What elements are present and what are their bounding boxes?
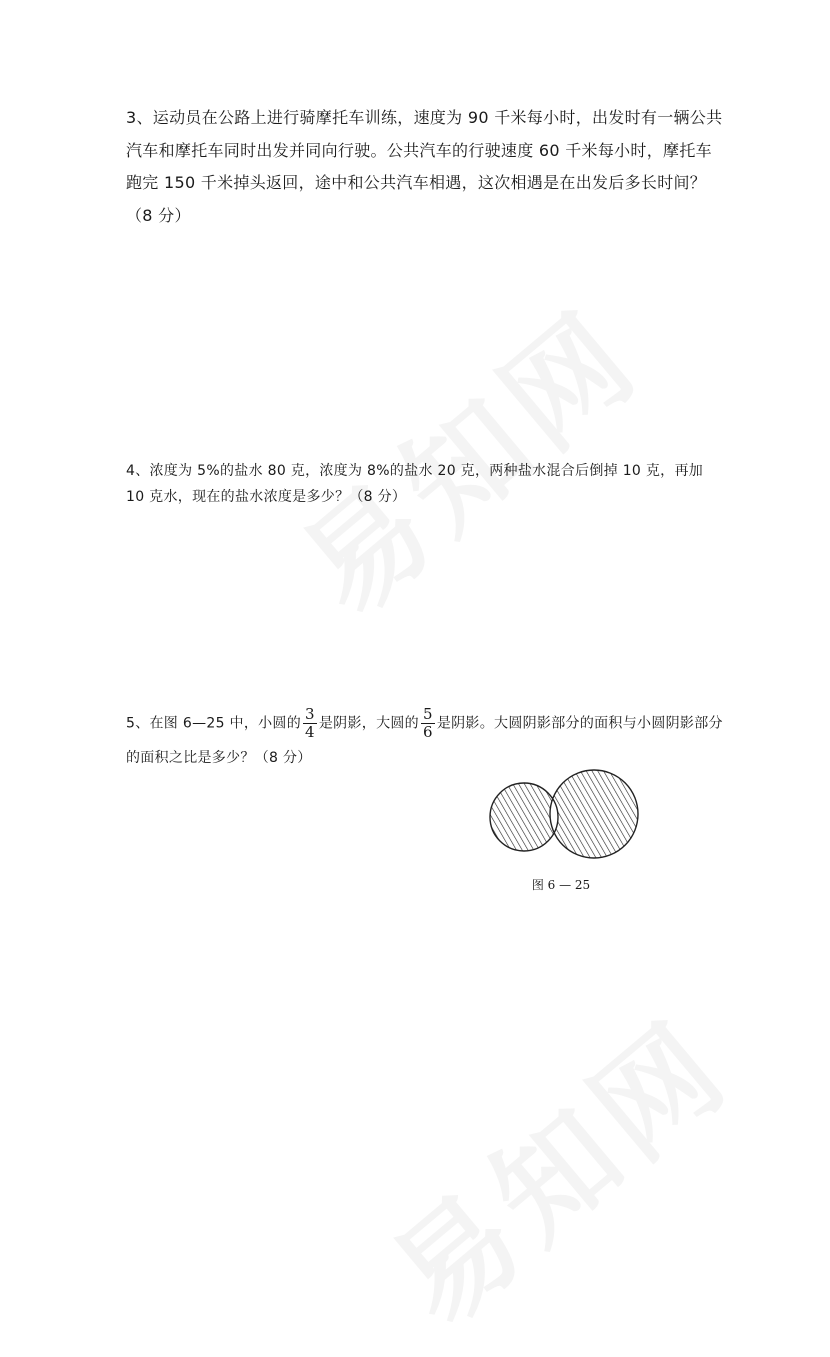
- fraction-numerator: 3: [305, 705, 315, 723]
- figure-caption: 图 6 — 25: [531, 878, 591, 892]
- overlapping-circles-figure: [486, 768, 646, 868]
- question-5: [126, 706, 726, 775]
- fraction-denominator: 4: [305, 723, 315, 741]
- fraction-numerator: 5: [422, 705, 433, 723]
- question-5-part2: 是阴影，大圆的: [318, 715, 419, 732]
- question-5-part3: 是阴影。大圆阴影部分的面积与小圆阴影部分的面积之比是多少？（8 分）: [126, 715, 723, 766]
- question-4: 4、浓度为 5%的盐水 80 克，浓度为 8%的盐水 20 克，两种盐水混合后倒掉 10 克，再加 10 克水，现在的盐水浓度是多少？（8 分）: [126, 463, 704, 505]
- watermark-bottom: [350, 975, 759, 1357]
- question-3: 3、运动员在公路上进行骑摩托车训练，速度为 90 千米每小时，出发时有一辆公共汽车和摩托车同时出发并同向行驶。公共汽车的行驶速度 60 千米每小时，摩托车跑完 150 千米掉头返回，途中和公共汽车相遇，这次相遇是在出发后多长时间？（8 分）: [126, 108, 723, 225]
- fraction-five-sixths: [421, 706, 435, 741]
- fraction-three-quarters: [303, 706, 317, 741]
- watermark: [260, 265, 669, 647]
- fraction-denominator: 6: [422, 723, 433, 741]
- question-5-part1: 5、在图 6—25 中，小圆的: [126, 715, 302, 732]
